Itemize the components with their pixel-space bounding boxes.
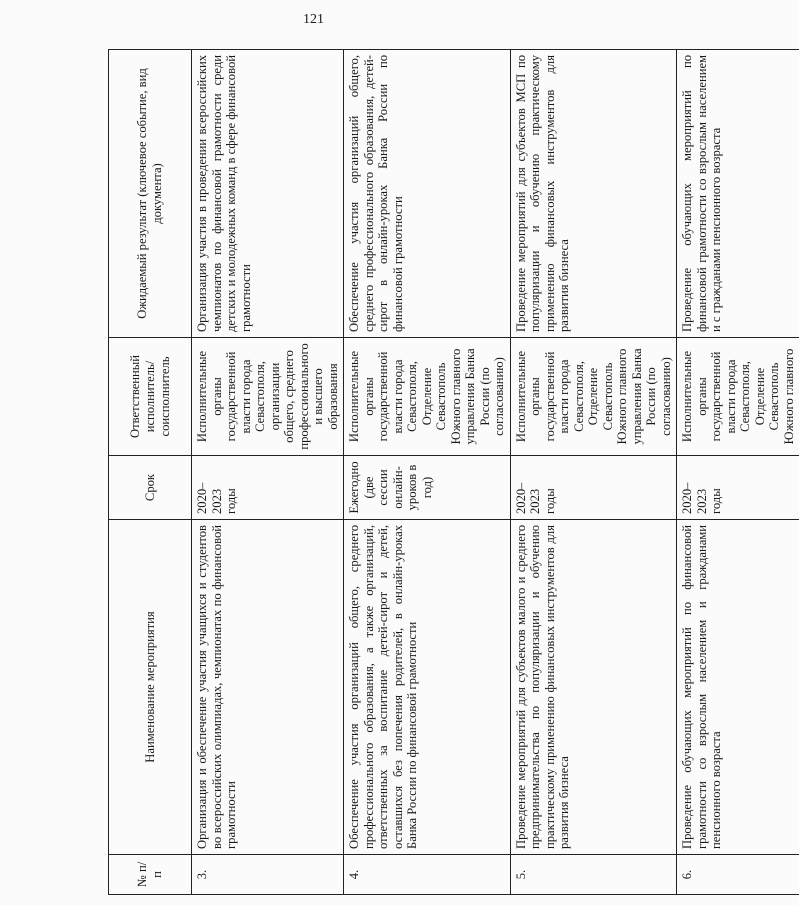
row-result: Проведение мероприятий для субъектов МСП по популяризации и обучению практическому применению финансовых инструментов для развития бизнеса: [510, 50, 677, 338]
row-result: Организация участия в проведении всероссийских чемпионатов по финансовой грамотности среди детских и молодежных команд в сфере финансовой грамотности: [192, 50, 344, 338]
row-term: 2020–2023 годы: [677, 456, 799, 520]
row-responsible: Исполнительные органы государственной власти города Севастополя, Отделение Севастополь Южного главного управления Банка России (по согласованию): [510, 338, 677, 456]
row-name: Проведение мероприятий для субъектов малого и среднего предпринимательства по популяризации и обучению практическому применению финансовых инструментов для развития бизнеса: [510, 520, 677, 855]
row-name: Проведение обучающих мероприятий по финансовой грамотности со взрослым населением и гражданами пенсионного возраста: [677, 520, 799, 855]
row-result: Проведение обучающих мероприятий по финансовой грамотности со взрослым населением и с гражданами пенсионного возраста: [677, 50, 799, 338]
row-name: Организация и обеспечение участия учащихся и студентов во всероссийских олимпиадах, чемпионатах по финансовой грамотности: [192, 520, 344, 855]
row-term: 2020–2023 годы: [510, 456, 677, 520]
header-responsible: Ответственный исполнитель/ соисполнитель: [109, 338, 192, 456]
header-term: Срок: [109, 456, 192, 520]
table-row: [344, 50, 511, 895]
header-result: Ожидаемый результат (ключевое событие, вид документа): [109, 50, 192, 338]
page-number: 121: [303, 12, 324, 27]
row-term: Ежегодно (две сессии онлайн-уроков в год): [344, 456, 511, 520]
header-name: Наименование мероприятия: [109, 520, 192, 855]
row-num: 4.: [344, 855, 511, 895]
table-row: [510, 50, 677, 895]
row-num: 6.: [677, 855, 799, 895]
row-term: 2020–2023 годы: [192, 456, 344, 520]
row-responsible: Исполнительные органы государственной власти города Севастополя, Отделение Севастополь Южного главного управления Банка России (по согласованию): [344, 338, 511, 456]
row-result: Обеспечение участия организаций общего, среднего профессионального образования, детей-сирот в онлайн-уроках Банка России по финансовой грамотности: [344, 50, 511, 338]
row-num: 5.: [510, 855, 677, 895]
table-header-row: [109, 50, 192, 895]
header-num: № п/п: [109, 855, 192, 895]
events-table: [108, 49, 799, 895]
row-name: Обеспечение участия организаций общего, среднего профессионального образования, а также организаций, ответственных за воспитание детей-сирот и детей, оставшихся без попечения родителей, в онлайн-уроках Банка России по финансовой грамотности: [344, 520, 511, 855]
row-responsible: Исполнительные органы государственной власти города Севастополя, организации общего, среднего профессионального и высшего образования: [192, 338, 344, 456]
table-row: [677, 50, 799, 895]
row-num: 3.: [192, 855, 344, 895]
table-row: [192, 50, 344, 895]
row-responsible: Исполнительные органы государственной власти города Севастополя, Отделение Севастополь Южного главного: [677, 338, 799, 456]
rotated-table-container: [108, 50, 796, 895]
